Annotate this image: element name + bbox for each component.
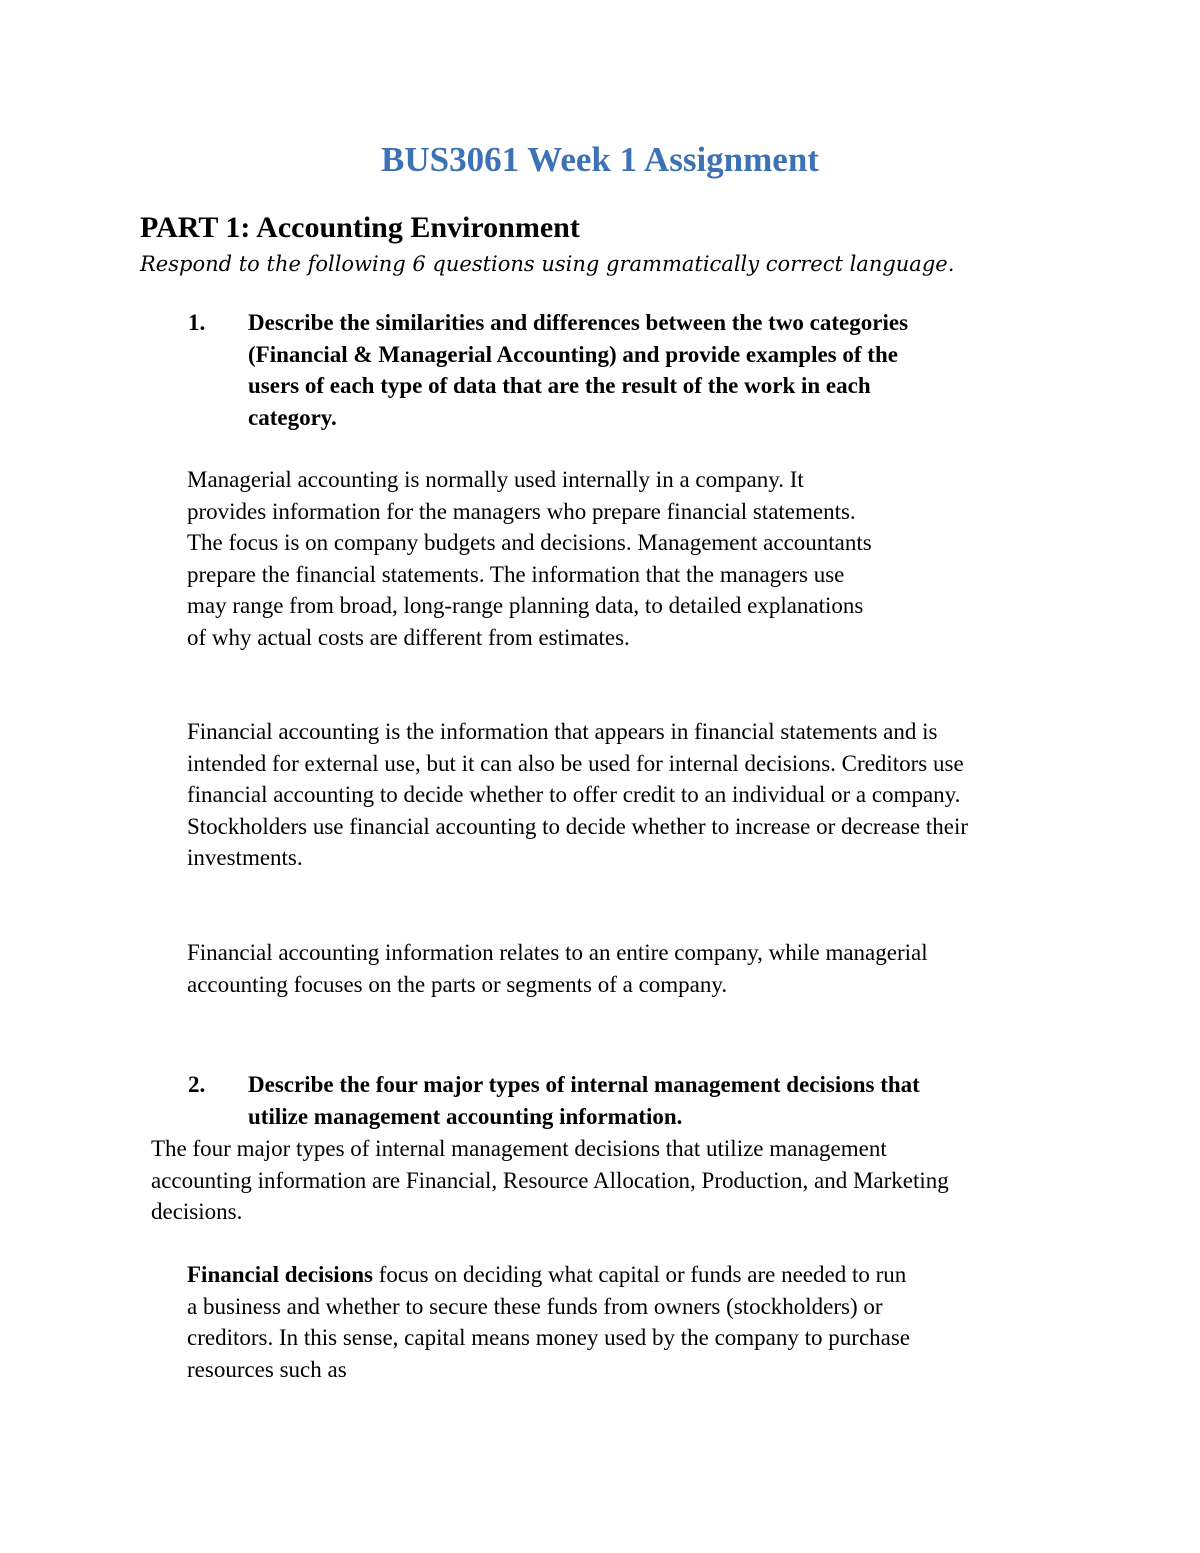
question-2-text: Describe the four major types of internal management decisions that utilize management accounting information.: [248, 1072, 920, 1129]
question-1-number: 1.: [188, 310, 206, 335]
question-2-number: 2.: [188, 1072, 206, 1097]
instructions-text: Respond to the following 6 questions using grammatically correct language.: [140, 252, 955, 276]
financial-decisions-text: focus on deciding what capital or funds are needed to run a business and whether to secure these funds from owners (stockholders) or creditors. In this sense, capital means money used by the company to purchase resources such as: [187, 1262, 911, 1382]
document-title: BUS3061 Week 1 Assignment: [381, 140, 819, 179]
question-2-detail: [187, 1259, 917, 1385]
financial-decisions-term: Financial decisions: [187, 1262, 373, 1287]
part-heading: PART 1: Accounting Environment: [140, 211, 580, 244]
question-1-answer-3: Financial accounting information relates to an entire company, while managerial accounting focuses on the parts or segments of a company.: [187, 940, 928, 997]
question-1-answer-1: Managerial accounting is normally used internally in a company. It provides information for the managers who prepare financial statements. The focus is on company budgets and decisions. Management accountants prepare the financial statements. The information that the managers use may range from broad, long-range planning data, to detailed explanations of why actual costs are different from estimates.: [187, 467, 872, 650]
question-2-intro: The four major types of internal management decisions that utilize management accounting information are Financial, Resource Allocation, Production, and Marketing decisions.: [151, 1136, 949, 1224]
question-1-text: Describe the similarities and differences between the two categories (Financial & Managerial Accounting) and provide examples of the users of each type of data that are the result of the work in each category.: [248, 310, 909, 430]
question-1-answer-2: Financial accounting is the information that appears in financial statements and is intended for external use, but it can also be used for internal decisions. Creditors use financial accounting to decide whether to offer credit to an individual or a company. Stockholders use financial accounting to decide whether to increase or decrease their investments.: [187, 719, 969, 870]
